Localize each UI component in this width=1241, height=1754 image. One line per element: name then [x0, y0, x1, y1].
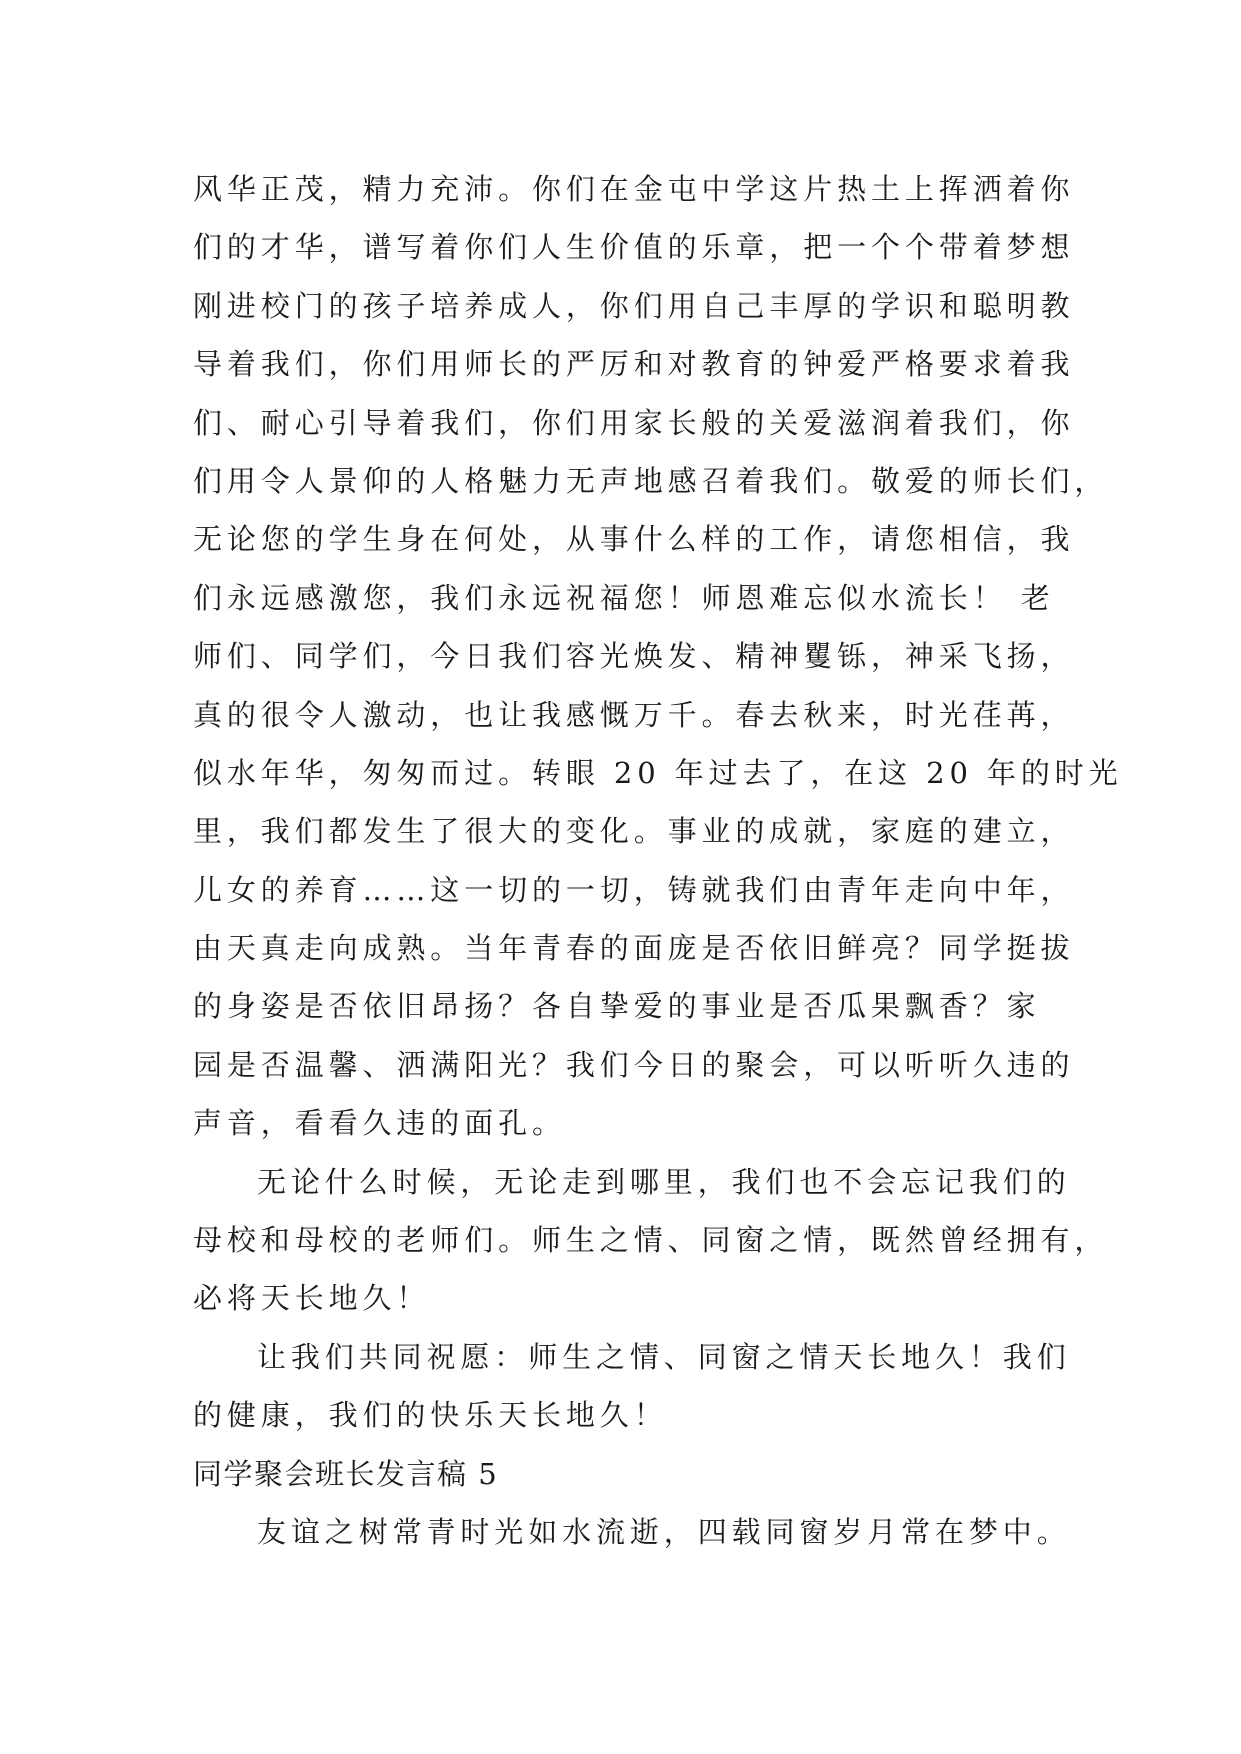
text-line: 的健康，我们的快乐天长地久！: [193, 1398, 668, 1433]
paragraph-first-line: 友谊之树常青时光如水流逝，四载同窗岁月常在梦中。: [257, 1514, 1071, 1549]
text-line: 母校和母校的老师们。师生之情、同窗之情，既然曾经拥有，: [193, 1223, 1109, 1258]
text-line: 真的很令人激动，也让我感慨万千。春去秋来，时光荏苒，: [193, 697, 1075, 732]
text-line: 们永远感激您，我们永远祝福您！师恩难忘似水流长！ 老: [193, 580, 1055, 615]
text-line: 们用令人景仰的人格魅力无声地感召着我们。敬爱的师长们，: [193, 463, 1109, 498]
text-line: 里，我们都发生了很大的变化。事业的成就，家庭的建立，: [193, 814, 1075, 849]
text-line: 的身姿是否依旧昂扬？各自挚爱的事业是否瓜果飘香？家: [193, 989, 1041, 1024]
paragraph-first-line: 让我们共同祝愿：师生之情、同窗之情天长地久！我们: [257, 1339, 1071, 1374]
section-heading: 同学聚会班长发言稿 5: [193, 1456, 499, 1491]
text-line: 们、耐心引导着我们，你们用家长般的关爱滋润着我们，你: [193, 405, 1075, 440]
text-line: 儿女的养育……这一切的一切，铸就我们由青年走向中年，: [193, 872, 1075, 907]
text-line: 似水年华，匆匆而过。转眼 20 年过去了，在这 20 年的时光: [193, 755, 1123, 790]
text-line: 刚进校门的孩子培养成人，你们用自己丰厚的学识和聪明教: [193, 288, 1075, 323]
text-line: 风华正茂，精力充沛。你们在金屯中学这片热土上挥洒着你: [193, 172, 1075, 206]
document-body: [193, 160, 1123, 1561]
text-line: 们的才华，谱写着你们人生价值的乐章，把一个个带着梦想: [193, 230, 1075, 265]
paragraph-first-line: 无论什么时候，无论走到哪里，我们也不会忘记我们的: [257, 1164, 1071, 1199]
text-line: 声音，看看久违的面孔。: [193, 1106, 566, 1141]
text-line: 必将天长地久！: [193, 1281, 431, 1316]
text-line: 师们、同学们，今日我们容光焕发、精神矍铄，神采飞扬，: [193, 639, 1075, 674]
text-line: 导着我们，你们用师长的严厉和对教育的钟爱严格要求着我: [193, 347, 1075, 382]
text-line: 无论您的学生身在何处，从事什么样的工作，请您相信，我: [193, 522, 1075, 557]
text-line: 园是否温馨、洒满阳光？我们今日的聚会，可以听听久违的: [193, 1047, 1075, 1082]
text-line: 由天真走向成熟。当年青春的面庞是否依旧鲜亮？同学挺拔: [193, 931, 1075, 966]
